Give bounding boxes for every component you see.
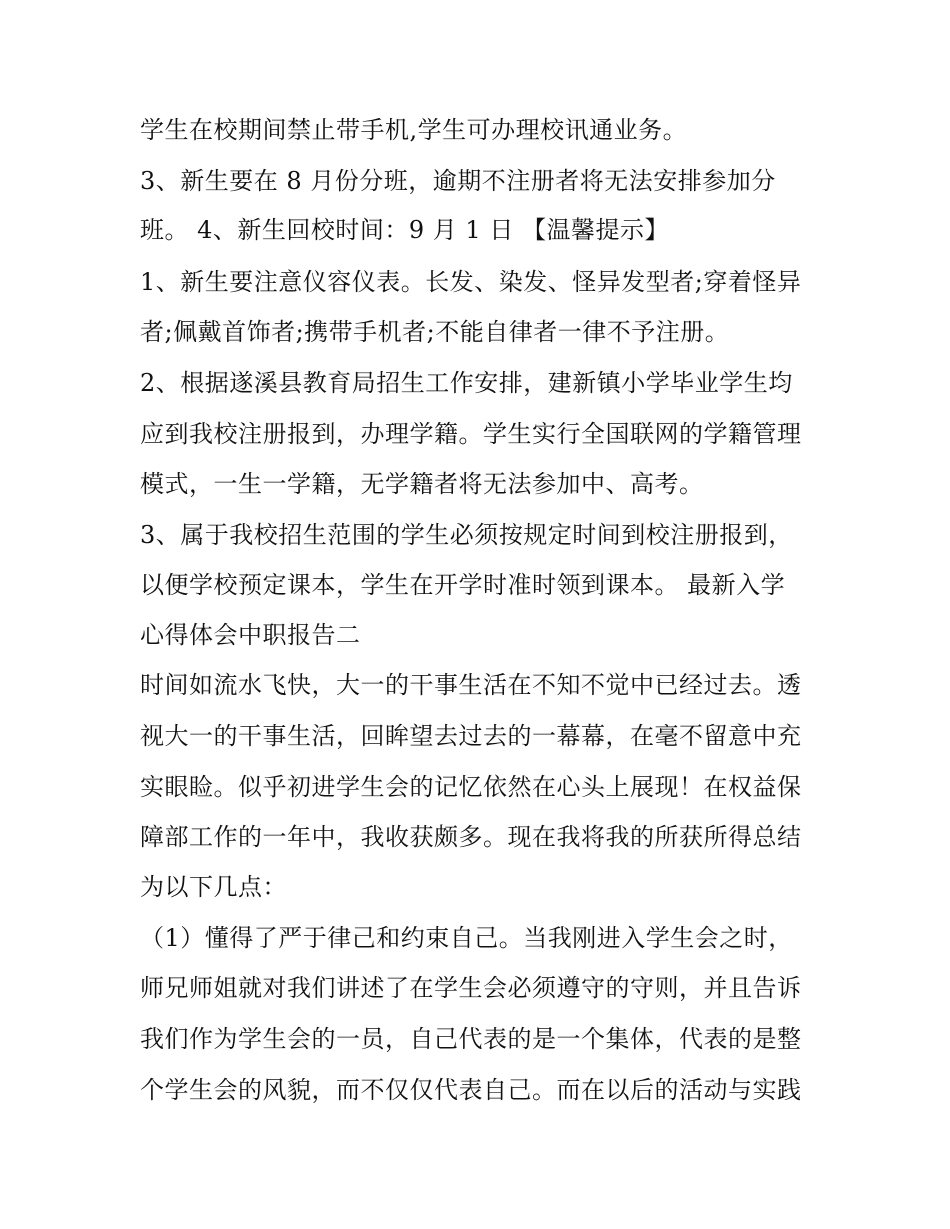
- text-line: 模式，一生一学籍，无学籍者将无法参加中、高考。: [140, 470, 704, 498]
- text-line: 师兄师姐就对我们讲述了在学生会必须遵守的守则，并且告诉: [140, 974, 802, 1002]
- text-line: 心得体会中职报告二: [140, 621, 361, 649]
- text-line: 者;佩戴首饰者;携带手机者;不能自律者一律不予注册。: [140, 318, 730, 346]
- text-line: 2、根据遂溪县教育局招生工作安排，建新镇小学毕业学生均: [140, 369, 793, 397]
- text-line: 应到我校注册报到，办理学籍。学生实行全国联网的学籍管理: [140, 420, 802, 448]
- text-line: （1）懂得了严于律己和约束自己。当我刚进入学生会之时，: [140, 924, 793, 952]
- text-line: 3、属于我校招生范围的学生必须按规定时间到校注册报到，: [140, 521, 793, 549]
- text-line: 我们作为学生会的一员，自己代表的是一个集体，代表的是整: [140, 1025, 802, 1053]
- text-line: 为以下几点：: [140, 873, 287, 901]
- text-line: 班。 4、新生回校时间：9 月 1 日 【温馨提示】: [140, 216, 669, 244]
- text-line: 3、新生要在 8 月份分班，逾期不注册者将无法安排参加分: [140, 167, 776, 195]
- text-line: 时间如流水飞快，大一的干事生活在不知不觉中已经过去。透: [140, 671, 802, 699]
- text-line: 个学生会的风貌，而不仅仅代表自己。而在以后的活动与实践: [140, 1076, 802, 1104]
- text-line: 以便学校预定课本，学生在开学时准时领到课本。 最新入学: [140, 571, 786, 599]
- text-line: 1、新生要注意仪容仪表。长发、染发、怪异发型者;穿着怪异: [140, 268, 802, 296]
- text-line: 实眼睑。似乎初进学生会的记忆依然在心头上展现！在权益保: [140, 773, 802, 801]
- text-line: 视大一的干事生活，回眸望去过去的一幕幕，在毫不留意中充: [140, 722, 802, 750]
- text-line: 障部工作的一年中，我收获颇多。现在我将我的所获所得总结: [140, 823, 802, 851]
- text-line: 学生在校期间禁止带手机,学生可办理校讯通业务。: [140, 116, 688, 144]
